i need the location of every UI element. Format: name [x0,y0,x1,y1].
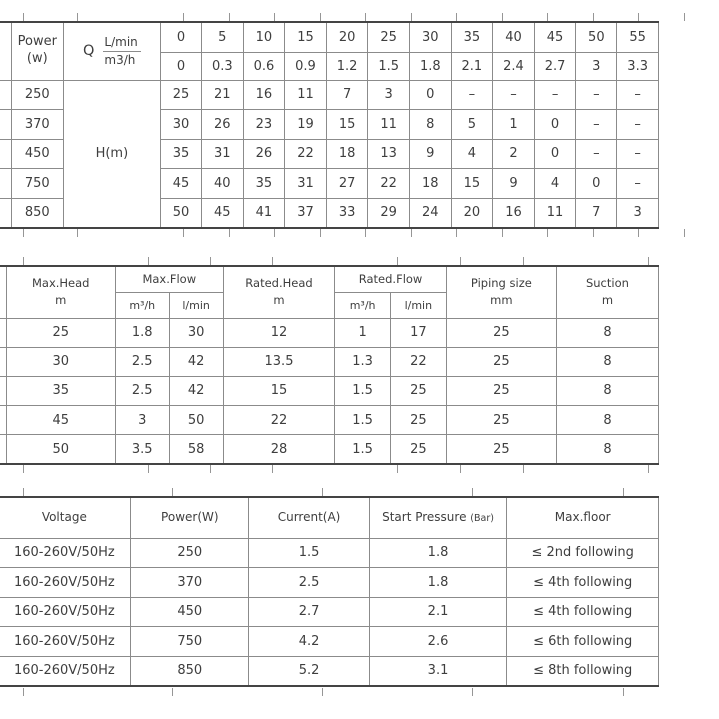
h-value-cell: 2 [493,139,535,169]
line-stubs-below-t2 [0,465,719,473]
h-value-cell: – [493,80,535,110]
flow-m3h-cell: 2.1 [451,52,493,80]
table-row [0,376,659,405]
max-floor-cell: ≤ 6th following [507,627,659,657]
rated-flow-m3h-cell: 1.5 [335,406,391,435]
piping-cell: 25 [446,435,556,464]
flow-m3h-cell: 1.5 [368,52,410,80]
power-cell: 850 [131,656,249,686]
model-fragment-cell [0,80,11,110]
table-row [0,497,659,538]
table-row [0,22,659,52]
start-pressure-cell: 2.6 [369,627,507,657]
start-pressure-cell: 2.1 [369,597,507,627]
piping-cell: 25 [446,347,556,376]
h-value-cell: 0 [534,139,576,169]
q-header-cell [63,22,160,80]
h-value-cell: 15 [451,169,493,199]
h-value-cell: 9 [493,169,535,199]
h-value-cell: 35 [243,169,285,199]
q-units [103,35,140,67]
ratings-table [0,265,659,465]
rated-flow-lmin-cell: 17 [390,318,446,347]
max-head-unit: m [55,293,67,308]
max-floor-cell: ≤ 8th following [507,656,659,686]
h-value-cell: – [617,169,659,199]
max-flow-lmin-cell: 42 [169,376,223,405]
h-value-cell: 23 [243,110,285,140]
h-value-cell: 22 [368,169,410,199]
q-unit-m3h: m3/h [104,53,136,68]
max-flow-lmin-cell: 58 [169,435,223,464]
h-value-cell: – [617,139,659,169]
rated-head-cell: 15 [223,376,335,405]
h-value-cell: 11 [285,80,327,110]
piping-header-cell [446,266,556,318]
h-value-cell: 7 [576,198,617,228]
flow-lmin-cell: 15 [285,22,327,52]
flow-lmin-cell: 40 [493,22,535,52]
current-cell: 1.5 [249,538,369,568]
piping-unit: mm [490,293,513,308]
h-value-cell: 31 [285,169,327,199]
suction-cell: 8 [556,435,658,464]
max-flow-m3h-cell: 2.5 [115,347,169,376]
voltage-cell: 160-260V/50Hz [0,597,131,627]
h-value-cell: 9 [409,139,451,169]
power-cell: 250 [11,80,63,110]
flow-lmin-cell: 0 [161,22,202,52]
piping-cell: 25 [446,406,556,435]
h-value-cell: 27 [326,169,368,199]
rated-head-cell: 22 [223,406,335,435]
flow-m3h-cell: 3.3 [617,52,659,80]
flow-lmin-cell: 35 [451,22,493,52]
rated-head-cell: 13.5 [223,347,335,376]
rated-flow-m3h-subheader: m³/h [335,292,391,318]
h-value-cell: 0 [534,110,576,140]
max-head-cell: 50 [6,435,115,464]
current-header-cell: Current(A) [249,497,369,538]
table-row [0,406,659,435]
flow-m3h-cell: 0.3 [202,52,244,80]
electrical-table [0,496,659,687]
h-value-cell: 35 [161,139,202,169]
suction-cell: 8 [556,406,658,435]
flow-lmin-cell: 10 [243,22,285,52]
line-stubs-above-t2 [0,257,719,265]
h-value-cell: – [617,80,659,110]
h-value-cell: 0 [576,169,617,199]
rated-flow-header-cell: Rated.Flow [335,266,446,292]
h-value-cell: 4 [534,169,576,199]
max-head-cell: 35 [6,376,115,405]
h-value-cell: 5 [451,110,493,140]
voltage-cell: 160-260V/50Hz [0,627,131,657]
power-header-line1: Power [17,34,57,50]
power-cell: 750 [131,627,249,657]
table-row [0,656,659,686]
h-value-cell: 25 [161,80,202,110]
table-row [0,266,659,292]
h-value-cell: 18 [409,169,451,199]
suction-cell: 8 [556,318,658,347]
start-pressure-title: Start Pressure [382,509,467,524]
rated-flow-m3h-cell: 1.3 [335,347,391,376]
max-flow-m3h-cell: 1.8 [115,318,169,347]
max-flow-m3h-cell: 3 [115,406,169,435]
flow-m3h-cell: 1.8 [409,52,451,80]
h-value-cell: 21 [202,80,244,110]
h-value-cell: 11 [368,110,410,140]
max-flow-lmin-cell: 42 [169,347,223,376]
current-cell: 4.2 [249,627,369,657]
rated-flow-lmin-cell: 25 [390,406,446,435]
h-value-cell: 31 [202,139,244,169]
line-stubs-below-t3 [0,688,719,696]
flow-lmin-cell: 50 [576,22,617,52]
start-pressure-cell: 3.1 [369,656,507,686]
h-value-cell: 15 [326,110,368,140]
flow-m3h-cell: 0.9 [285,52,327,80]
flow-m3h-cell: 0 [161,52,202,80]
piping-cell: 25 [446,318,556,347]
flow-lmin-cell: 5 [202,22,244,52]
h-value-cell: 18 [326,139,368,169]
max-head-header-cell [6,266,115,318]
rated-flow-m3h-cell: 1.5 [335,435,391,464]
max-head-title: Max.Head [31,276,90,290]
max-floor-cell: ≤ 2nd following [507,538,659,568]
q-label: Q [82,43,95,60]
max-flow-m3h-cell: 3.5 [115,435,169,464]
table-row [0,347,659,376]
h-value-cell: 4 [451,139,493,169]
flow-m3h-cell: 1.2 [326,52,368,80]
power-cell: 450 [11,139,63,169]
h-value-cell: 8 [409,110,451,140]
rated-head-cell: 28 [223,435,335,464]
flow-m3h-cell: 2.4 [493,52,535,80]
h-value-cell: – [576,80,617,110]
h-value-cell: 24 [409,198,451,228]
performance-table [0,21,659,229]
piping-title: Piping size [470,276,532,290]
max-flow-lmin-cell: 50 [169,406,223,435]
rated-flow-lmin-cell: 22 [390,347,446,376]
h-value-cell: – [617,110,659,140]
h-value-cell: 13 [368,139,410,169]
h-value-cell: 30 [161,110,202,140]
max-head-cell: 45 [6,406,115,435]
flow-lmin-cell: 20 [326,22,368,52]
h-value-cell: 22 [285,139,327,169]
model-fragment-cell [0,139,11,169]
rated-head-title: Rated.Head [245,276,313,290]
h-value-cell: 40 [202,169,244,199]
flow-m3h-cell: 3 [576,52,617,80]
power-header-cell: Power(W) [131,497,249,538]
rated-head-header-cell [223,266,335,318]
h-value-cell: 29 [368,198,410,228]
head-label-cell: H(m) [63,80,160,228]
rated-head-unit: m [273,293,285,308]
flow-m3h-cell: 0.6 [243,52,285,80]
flow-lmin-cell: 45 [534,22,576,52]
h-value-cell: 50 [161,198,202,228]
line-stubs-below-t1 [0,229,719,237]
table-row [0,568,659,598]
power-cell: 250 [131,538,249,568]
voltage-cell: 160-260V/50Hz [0,538,131,568]
h-value-cell: 20 [451,198,493,228]
start-pressure-header-cell [369,497,507,538]
line-stubs-above-t3 [0,488,719,496]
voltage-cell: 160-260V/50Hz [0,656,131,686]
rated-flow-lmin-subheader: l/min [390,292,446,318]
h-value-cell: 3 [368,80,410,110]
max-flow-m3h-cell: 2.5 [115,376,169,405]
voltage-header-cell: Voltage [0,497,131,538]
h-value-cell: 16 [243,80,285,110]
h-value-cell: – [576,110,617,140]
suction-header-cell [556,266,658,318]
model-fragment-cell [0,169,11,199]
max-floor-cell: ≤ 4th following [507,597,659,627]
current-cell: 2.5 [249,568,369,598]
power-cell: 750 [11,169,63,199]
voltage-cell: 160-260V/50Hz [0,568,131,598]
rated-flow-m3h-cell: 1 [335,318,391,347]
max-flow-m3h-subheader: m³/h [115,292,169,318]
max-flow-lmin-subheader: l/min [169,292,223,318]
max-flow-lmin-cell: 30 [169,318,223,347]
rated-head-cell: 12 [223,318,335,347]
suction-unit: m [601,293,614,308]
h-value-cell: 41 [243,198,285,228]
current-cell: 2.7 [249,597,369,627]
rated-flow-m3h-cell: 1.5 [335,376,391,405]
line-stubs-top [0,13,719,21]
max-head-cell: 30 [6,347,115,376]
model-fragment-cell [0,198,11,228]
current-cell: 5.2 [249,656,369,686]
h-value-cell: 16 [493,198,535,228]
h-value-cell: 0 [409,80,451,110]
h-value-cell: 26 [202,110,244,140]
power-header-cell [11,22,63,80]
start-pressure-unit: (Bar) [470,512,494,524]
start-pressure-cell: 1.8 [369,538,507,568]
power-cell: 370 [131,568,249,598]
table-row [0,435,659,464]
h-value-cell: – [534,80,576,110]
model-fragment-cell [0,110,11,140]
h-value-cell: – [576,139,617,169]
h-value-cell: 37 [285,198,327,228]
h-value-cell: 7 [326,80,368,110]
power-cell: 370 [11,110,63,140]
suction-cell: 8 [556,347,658,376]
flow-m3h-cell: 2.7 [534,52,576,80]
max-head-cell: 25 [6,318,115,347]
h-value-cell: 45 [202,198,244,228]
power-header-line2: (w) [26,51,48,67]
q-unit-lmin: L/min [103,35,140,52]
h-value-cell: 1 [493,110,535,140]
h-value-cell: 45 [161,169,202,199]
suction-cell: 8 [556,376,658,405]
table-row [0,538,659,568]
h-value-cell: 3 [617,198,659,228]
piping-cell: 25 [446,376,556,405]
model-header-cell [0,22,11,80]
max-flow-header-cell: Max.Flow [115,266,223,292]
rated-flow-lmin-cell: 25 [390,435,446,464]
start-pressure-cell: 1.8 [369,568,507,598]
h-value-cell: 11 [534,198,576,228]
h-value-cell: 33 [326,198,368,228]
max-floor-cell: ≤ 4th following [507,568,659,598]
h-value-cell: – [451,80,493,110]
table-row [0,318,659,347]
table-row [0,627,659,657]
flow-lmin-cell: 55 [617,22,659,52]
power-cell: 450 [131,597,249,627]
flow-lmin-cell: 30 [409,22,451,52]
table-row [0,80,659,110]
h-value-cell: 26 [243,139,285,169]
rated-flow-lmin-cell: 25 [390,376,446,405]
h-value-cell: 19 [285,110,327,140]
table-row [0,597,659,627]
flow-lmin-cell: 25 [368,22,410,52]
power-cell: 850 [11,198,63,228]
suction-title: Suction [585,276,629,290]
max-floor-header-cell: Max.floor [507,497,659,538]
